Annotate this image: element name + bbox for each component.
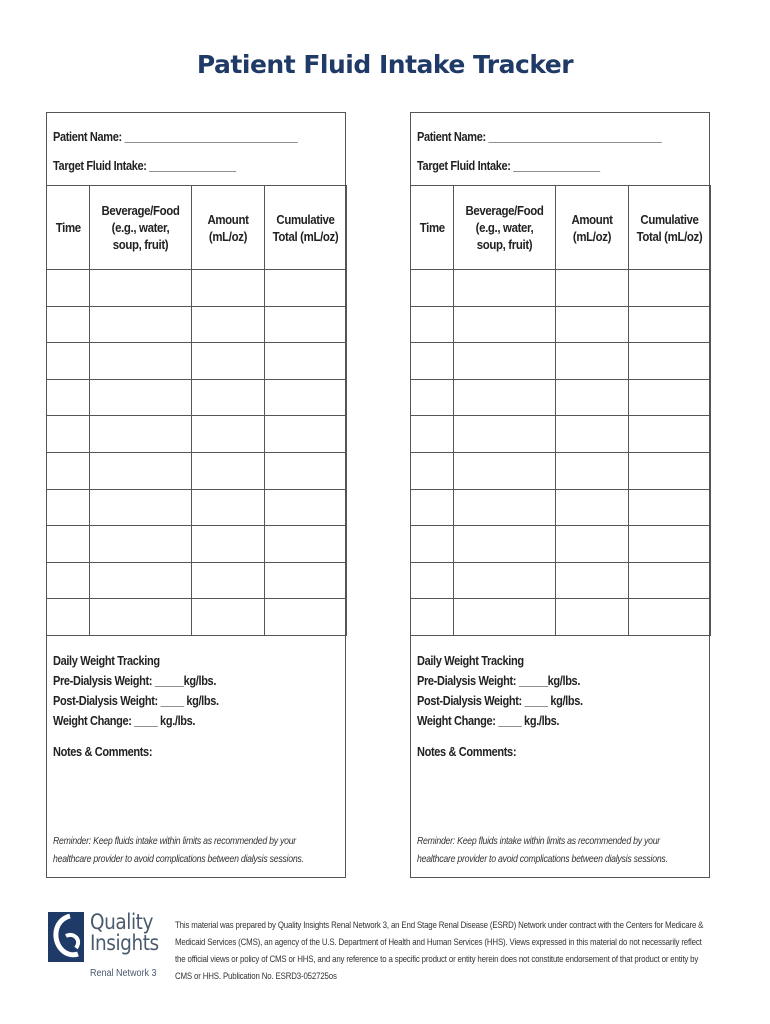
patient-name-field[interactable]: Patient Name: ______________________________	[53, 130, 298, 144]
weight-heading: Daily Weight Tracking	[53, 654, 160, 668]
cumulative-cell[interactable]	[629, 489, 711, 526]
cumulative-cell[interactable]	[265, 489, 347, 526]
time-cell[interactable]	[411, 599, 454, 636]
pre-dialysis-weight-field[interactable]: Pre-Dialysis Weight: _____kg/lbs.	[53, 674, 217, 688]
log-row	[411, 599, 711, 636]
time-cell[interactable]	[47, 306, 90, 343]
quality-insights-logo-icon	[48, 910, 86, 965]
time-cell[interactable]	[411, 416, 454, 453]
log-row	[411, 562, 711, 599]
amount-cell[interactable]	[192, 343, 265, 380]
log-row	[47, 379, 347, 416]
time-cell[interactable]	[47, 489, 90, 526]
log-row	[47, 526, 347, 563]
reminder-text: Reminder: Keep fluids intake within limits as recommended by your healthcare provider to avoid complications between dialysis sessions.	[417, 835, 668, 865]
logo-subtitle: Renal Network 3	[90, 968, 157, 979]
beverage-cell[interactable]	[90, 526, 192, 563]
weight-change-field[interactable]: Weight Change: ____ kg./lbs.	[53, 714, 196, 728]
tracker-card-right	[410, 112, 710, 878]
log-row	[411, 379, 711, 416]
weight-change-field[interactable]: Weight Change: ____ kg./lbs.	[417, 714, 560, 728]
beverage-cell[interactable]	[454, 452, 556, 489]
amount-cell[interactable]	[556, 416, 629, 453]
cumulative-cell[interactable]	[629, 599, 711, 636]
log-row	[47, 343, 347, 380]
column-header-cumulative: Cumulative Total (mL/oz)	[265, 186, 347, 270]
cumulative-cell[interactable]	[265, 306, 347, 343]
amount-cell[interactable]	[556, 306, 629, 343]
log-row	[411, 343, 711, 380]
time-cell[interactable]	[47, 526, 90, 563]
log-row	[411, 306, 711, 343]
target-intake-field[interactable]: Target Fluid Intake: _______________	[417, 159, 600, 173]
beverage-cell[interactable]	[454, 416, 556, 453]
amount-cell[interactable]	[192, 452, 265, 489]
amount-cell[interactable]	[556, 599, 629, 636]
beverage-cell[interactable]	[454, 599, 556, 636]
beverage-cell[interactable]	[90, 562, 192, 599]
time-cell[interactable]	[411, 270, 454, 307]
time-cell[interactable]	[47, 270, 90, 307]
cumulative-cell[interactable]	[265, 270, 347, 307]
notes-field[interactable]: Notes & Comments:	[417, 745, 517, 759]
log-row	[47, 416, 347, 453]
time-cell[interactable]	[411, 489, 454, 526]
amount-cell[interactable]	[192, 562, 265, 599]
pre-dialysis-weight-field[interactable]: Pre-Dialysis Weight: _____kg/lbs.	[417, 674, 581, 688]
log-row	[411, 489, 711, 526]
beverage-cell[interactable]	[454, 562, 556, 599]
cumulative-cell[interactable]	[629, 452, 711, 489]
log-row	[47, 306, 347, 343]
beverage-cell[interactable]	[454, 526, 556, 563]
cumulative-cell[interactable]	[629, 306, 711, 343]
beverage-cell[interactable]	[90, 379, 192, 416]
amount-cell[interactable]	[192, 270, 265, 307]
notes-field[interactable]: Notes & Comments:	[53, 745, 153, 759]
quality-insights-logo	[48, 910, 158, 985]
column-header-amount: Amount (mL/oz)	[192, 186, 265, 270]
amount-cell[interactable]	[556, 379, 629, 416]
post-dialysis-weight-field[interactable]: Post-Dialysis Weight: ____ kg/lbs.	[417, 694, 583, 708]
target-intake-field[interactable]: Target Fluid Intake: _______________	[53, 159, 236, 173]
time-cell[interactable]	[411, 562, 454, 599]
time-cell[interactable]	[411, 306, 454, 343]
log-row	[411, 270, 711, 307]
beverage-cell[interactable]	[454, 306, 556, 343]
column-header-time: Time	[411, 186, 454, 270]
cumulative-cell[interactable]	[265, 379, 347, 416]
time-cell[interactable]	[411, 343, 454, 380]
amount-cell[interactable]	[556, 562, 629, 599]
cumulative-cell[interactable]	[629, 416, 711, 453]
beverage-cell[interactable]	[454, 379, 556, 416]
time-cell[interactable]	[411, 452, 454, 489]
column-header-time: Time	[47, 186, 90, 270]
patient-name-field[interactable]: Patient Name: ______________________________	[417, 130, 662, 144]
cumulative-cell[interactable]	[629, 562, 711, 599]
beverage-cell[interactable]	[90, 343, 192, 380]
log-row	[47, 489, 347, 526]
cumulative-cell[interactable]	[265, 526, 347, 563]
amount-cell[interactable]	[556, 489, 629, 526]
cumulative-cell[interactable]	[265, 599, 347, 636]
weight-tracking-section	[417, 651, 583, 731]
time-cell[interactable]	[47, 599, 90, 636]
beverage-cell[interactable]	[90, 489, 192, 526]
amount-cell[interactable]	[192, 526, 265, 563]
beverage-cell[interactable]	[454, 489, 556, 526]
amount-cell[interactable]	[556, 270, 629, 307]
time-cell[interactable]	[47, 452, 90, 489]
amount-cell[interactable]	[192, 306, 265, 343]
beverage-cell[interactable]	[90, 416, 192, 453]
intake-log-table	[410, 185, 711, 636]
beverage-cell[interactable]	[90, 270, 192, 307]
beverage-cell[interactable]	[90, 599, 192, 636]
logo-wordmark: Quality Insights	[90, 910, 159, 955]
log-row	[47, 270, 347, 307]
amount-cell[interactable]	[556, 452, 629, 489]
cumulative-cell[interactable]	[265, 343, 347, 380]
log-row	[47, 562, 347, 599]
time-cell[interactable]	[47, 416, 90, 453]
beverage-cell[interactable]	[90, 452, 192, 489]
reminder-text: Reminder: Keep fluids intake within limits as recommended by your healthcare provider to avoid complications between dialysis sessions.	[53, 835, 304, 865]
time-cell[interactable]	[411, 379, 454, 416]
amount-cell[interactable]	[192, 599, 265, 636]
column-header-beverage: Beverage/Food (e.g., water, soup, fruit)	[454, 186, 556, 270]
log-row	[47, 452, 347, 489]
amount-cell[interactable]	[192, 416, 265, 453]
time-cell[interactable]	[47, 379, 90, 416]
time-cell[interactable]	[411, 526, 454, 563]
amount-cell[interactable]	[192, 489, 265, 526]
beverage-cell[interactable]	[90, 306, 192, 343]
log-row	[411, 416, 711, 453]
amount-cell[interactable]	[556, 343, 629, 380]
time-cell[interactable]	[47, 562, 90, 599]
log-row	[411, 526, 711, 563]
tracker-card-left	[46, 112, 346, 878]
column-header-cumulative: Cumulative Total (mL/oz)	[629, 186, 711, 270]
cumulative-cell[interactable]	[265, 452, 347, 489]
footer-disclaimer: This material was prepared by Quality Insights Renal Network 3, an End Stage Renal Disease (ESRD) Network under contract with the Centers for Medicare & Medicaid Services (CMS), an agency of the U.S. Department of Health and Human Services (HHS). Views expressed in this material do not necessarily reflect the official views or policy of CMS or HHS, and any reference to a specific product or entity herein does not constitute endorsement of that product or entity by CMS or HHS. Publication No. ESRD3-052725os	[175, 920, 704, 982]
post-dialysis-weight-field[interactable]: Post-Dialysis Weight: ____ kg/lbs.	[53, 694, 219, 708]
time-cell[interactable]	[47, 343, 90, 380]
page-title: Patient Fluid Intake Tracker	[196, 50, 574, 79]
intake-log-table	[46, 185, 347, 636]
log-row	[47, 599, 347, 636]
cumulative-cell[interactable]	[629, 343, 711, 380]
cumulative-cell[interactable]	[629, 270, 711, 307]
weight-heading: Daily Weight Tracking	[417, 654, 524, 668]
cumulative-cell[interactable]	[265, 416, 347, 453]
amount-cell[interactable]	[556, 526, 629, 563]
cumulative-cell[interactable]	[265, 562, 347, 599]
amount-cell[interactable]	[192, 379, 265, 416]
beverage-cell[interactable]	[454, 343, 556, 380]
log-row	[411, 452, 711, 489]
column-header-beverage: Beverage/Food (e.g., water, soup, fruit)	[90, 186, 192, 270]
column-header-amount: Amount (mL/oz)	[556, 186, 629, 270]
beverage-cell[interactable]	[454, 270, 556, 307]
cumulative-cell[interactable]	[629, 379, 711, 416]
cumulative-cell[interactable]	[629, 526, 711, 563]
weight-tracking-section	[53, 651, 219, 731]
